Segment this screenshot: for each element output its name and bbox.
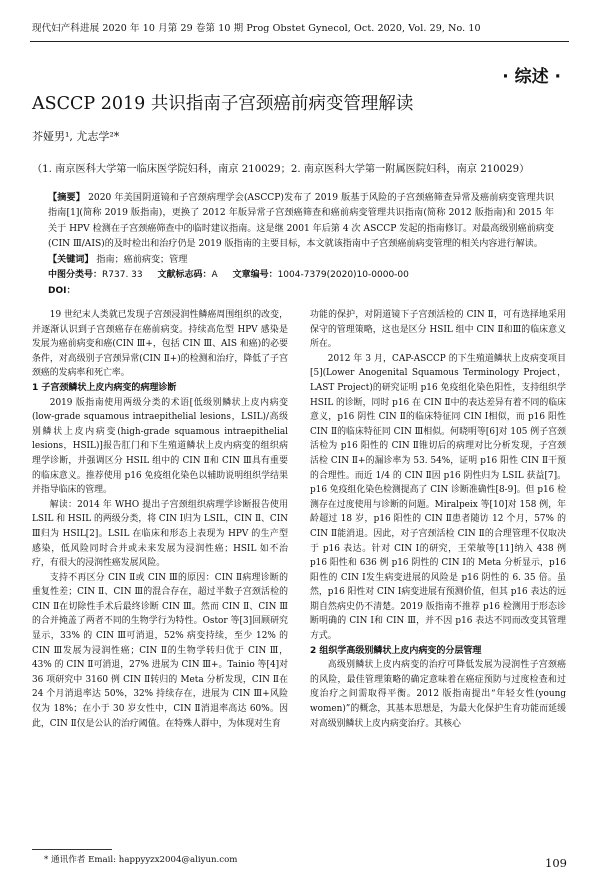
body-paragraph: 功能的保护，对阴道镜下子宫颈活检的 CIN Ⅱ，可有选择地采用保守的管理策略，这也是区分 HSIL 组中 CIN Ⅱ和Ⅲ的临床意义所在。 [310,310,566,350]
classification-line [48,267,421,280]
doc-code-value: A [211,270,218,280]
article-id-value: 1004-7379(2020)10-0000-00 [277,270,409,280]
keywords-text: 指南；癌前病变；管理 [96,254,188,265]
article-title: ASCCP 2019 共识指南子宫颈癌前病变管理解读 [32,94,414,114]
body-paragraph: 支持不再区分 CIN Ⅱ或 CIN Ⅲ的原因：CIN Ⅱ病理诊断的重复性差；CIN Ⅱ、CIN Ⅲ的混合存在，超过半数子宫颈活检的 CIN Ⅱ在切除性手术后最终诊断 CIN Ⅲ。然而 CIN Ⅱ、CIN Ⅲ的合并掩盖了两者不同的生物学行为特性。Ostor 等[3]回顾研究显示，33% 的 CIN Ⅲ可消退，52% 病变持续，至少 12% 的 CIN Ⅲ发展为浸润性癌；CIN Ⅱ的生物学转归优于 CIN Ⅲ，43% 的 CIN Ⅱ可消退，27% 进展为 CIN Ⅲ+。Tainio 等[4]对 36 项研究中 3160 例 CIN Ⅱ转归的 Meta 分析发现，CIN Ⅱ在 24 个月消退率达 50%，32% 持续存在，进展为 CIN Ⅲ+风险仅为 18%；在小于 30 岁女性中，CIN Ⅱ消退率高达 60%。因此，CIN Ⅱ仅是公认的治疗阈值。在特殊人群中，为体现对生育 [32,572,288,729]
header-rule [30,41,569,42]
footnote-rule [32,849,112,850]
doi-label: DOI： [48,286,76,296]
footnote: * 通讯作者 Email: happyyzx2004@aliyun.com [44,855,238,865]
keywords-label: 【关键词】 [48,254,94,265]
affiliation: （1. 南京医科大学第一临床医学院妇科，南京 210029；2. 南京医科大学第一附属医院妇科，南京 210029） [32,164,530,175]
body-paragraph: 2019 版指南使用两级分类的术语[低级别鳞状上皮内病变(low-grade squamous intraepithelial lesions，LSIL)/高级别鳞状上皮内病变(high-grade squamous intraepithelial lesions，HSIL)]报告肛门和下生殖道鳞状上皮内病变的组织病理学诊断，并强调区分 HSIL 组中的 CIN Ⅱ和 CIN Ⅲ具有重要的临床意义。推荐使用 p16 免疫组化染色以辅助说明组织学结果并指导临床的管理。 [32,397,288,496]
clc-value: R737. 33 [102,270,143,280]
body-paragraph: 2012 年 3 月，CAP-ASCCP 的下生殖道鳞状上皮病变项目[5](Lower Anogenital Squamous Terminology Project，LAST Project)的研究证明 p16 免疫组化染色阳性，支持组织学 HSIL 的诊断，同时 p16 在 CIN Ⅱ中的表达差异有着不同的临床意义，p16 阴性 CIN Ⅱ的临床特征同 CIN Ⅰ相似，而 p16 阳性 CIN Ⅱ的临床特征同 CIN Ⅲ相似。何晓明等[6]对 105 例子宫颈活检为 p16 阳性的 CIN Ⅱ锥切后的病理对比分析发现，子宫颈活检 CIN Ⅱ+的漏诊率为 53. 54%，证明 p16 阳性 CIN Ⅱ干预的合理性。而近 1/4 的 CIN Ⅱ因 p16 阴性归为 LSIL 获益[7]。p16 免疫组化染色检测提高了 CIN 诊断准确性[8-9]。但 p16 检测存在过度使用与诊断的问题。Miralpeix 等[10]对 158 例，年龄超过 18 岁，p16 阳性的 CIN Ⅱ患者随访 12 个月，57% 的 CIN Ⅱ能消退。因此，对子宫颈活检 CIN Ⅱ的合理管理不仅取决于 p16 表达。针对 CIN Ⅰ的研究，王荣敏等[11]纳入 438 例 p16 阳性和 636 例 p16 阴性的 CIN Ⅰ的 Meta 分析显示，p16 阳性的 CIN Ⅰ发生病变进展的风险是 p16 阴性的 6. 35 倍。虽然，p16 阳性对 CIN Ⅰ病变进展有预测价值，但其 p16 表达的远期自然病史仍不清楚。2019 版指南不推荐 p16 检测用于形态诊断明确的 CIN Ⅰ和 CIN Ⅲ，并不因 p16 表达不同而改变其管理方式。 [310,353,566,642]
section-heading-1: 1 子宫颈鳞状上皮内病变的病理诊断 [32,382,177,393]
section-heading-2: 2 组织学高级别鳞状上皮内病变的分层管理 [310,645,482,656]
abstract [48,191,554,268]
article-id-label: 文章编号： [232,270,278,280]
body-paragraph: 19 世纪末人类就已发现子宫颈浸润性鳞癌周围组织的改变，并逐渐认识到子宫颈癌存在癌前病变。持续高危型 HPV 感染是发展为癌前病变和癌(CIN Ⅲ+，包括 CIN Ⅲ、AIS 和癌)的必要条件，对高级别子宫颈异常(CIN Ⅱ+)的检测和治疗，降低了子宫颈癌的发病率和死亡率。 [32,310,288,379]
left-column [32,308,288,848]
abstract-text: 2020 年美国阴道镜和子宫颈病理学会(ASCCP)发布了 2019 版基于风险的子宫颈癌筛查异常及癌前病变管理共识指南[1](简称 2019 版指南)，更换了 2012 年版异常子宫颈癌筛查和癌前病变管理共识指南(简称 2012 版指南)和 2015 年关于 HPV 检测在子宫颈癌筛查中的临时建议指南。这是继 2001 年后第 4 次 ASCCP 发起的指南修订。对最高级别癌前病变(CIN Ⅲ/AIS)的及时检出和治疗仍是 2019 版指南的主要目标，本文就该指南中子宫颈癌前病变管理的相关内容进行解读。 [48,193,554,250]
doi-line [48,283,75,296]
doc-code-label: 文献标志码： [157,270,212,280]
body-paragraph: 高级别鳞状上皮内病变的治疗可降低发展为浸润性子宫颈癌的风险，最佳管理策略的确定意味着在癌症预防与过度检查和过度治疗之间需取得平衡。2012 版指南提出“年轻女性(young women)”的概念，其基本思想是，为最大化保护生育功能而延缓对高级别鳞状上皮内病变治疗。其核心 [310,660,566,729]
right-column [310,308,566,848]
clc-label: 中图分类号： [48,270,103,280]
running-header: 现代妇产科进展 2020 年 10 月第 29 卷第 10 期 Prog Obstet Gynecol, Oct. 2020, Vol. 29, No. 10 [32,23,481,34]
body-paragraph: 解读：2014 年 WHO 提出子宫颈组织病理学诊断报告使用 LSIL 和 HSIL 的两级分类，将 CIN Ⅰ归为 LSIL，CIN Ⅱ、CIN Ⅲ归为 HSIL[2]。LSIL 在临床和形态上表现为 HPV 的生产型感染，低风险同时合并或未来发展为浸润性癌；HSIL 如不治疗，有很大的浸润性癌发展风险。 [32,499,288,569]
page-number: 109 [545,856,567,870]
authors: 芥娅男¹, 尤志学²* [32,130,120,143]
section-label: · 综述 · [502,67,561,87]
abstract-label: 【摘要】 [48,193,86,203]
